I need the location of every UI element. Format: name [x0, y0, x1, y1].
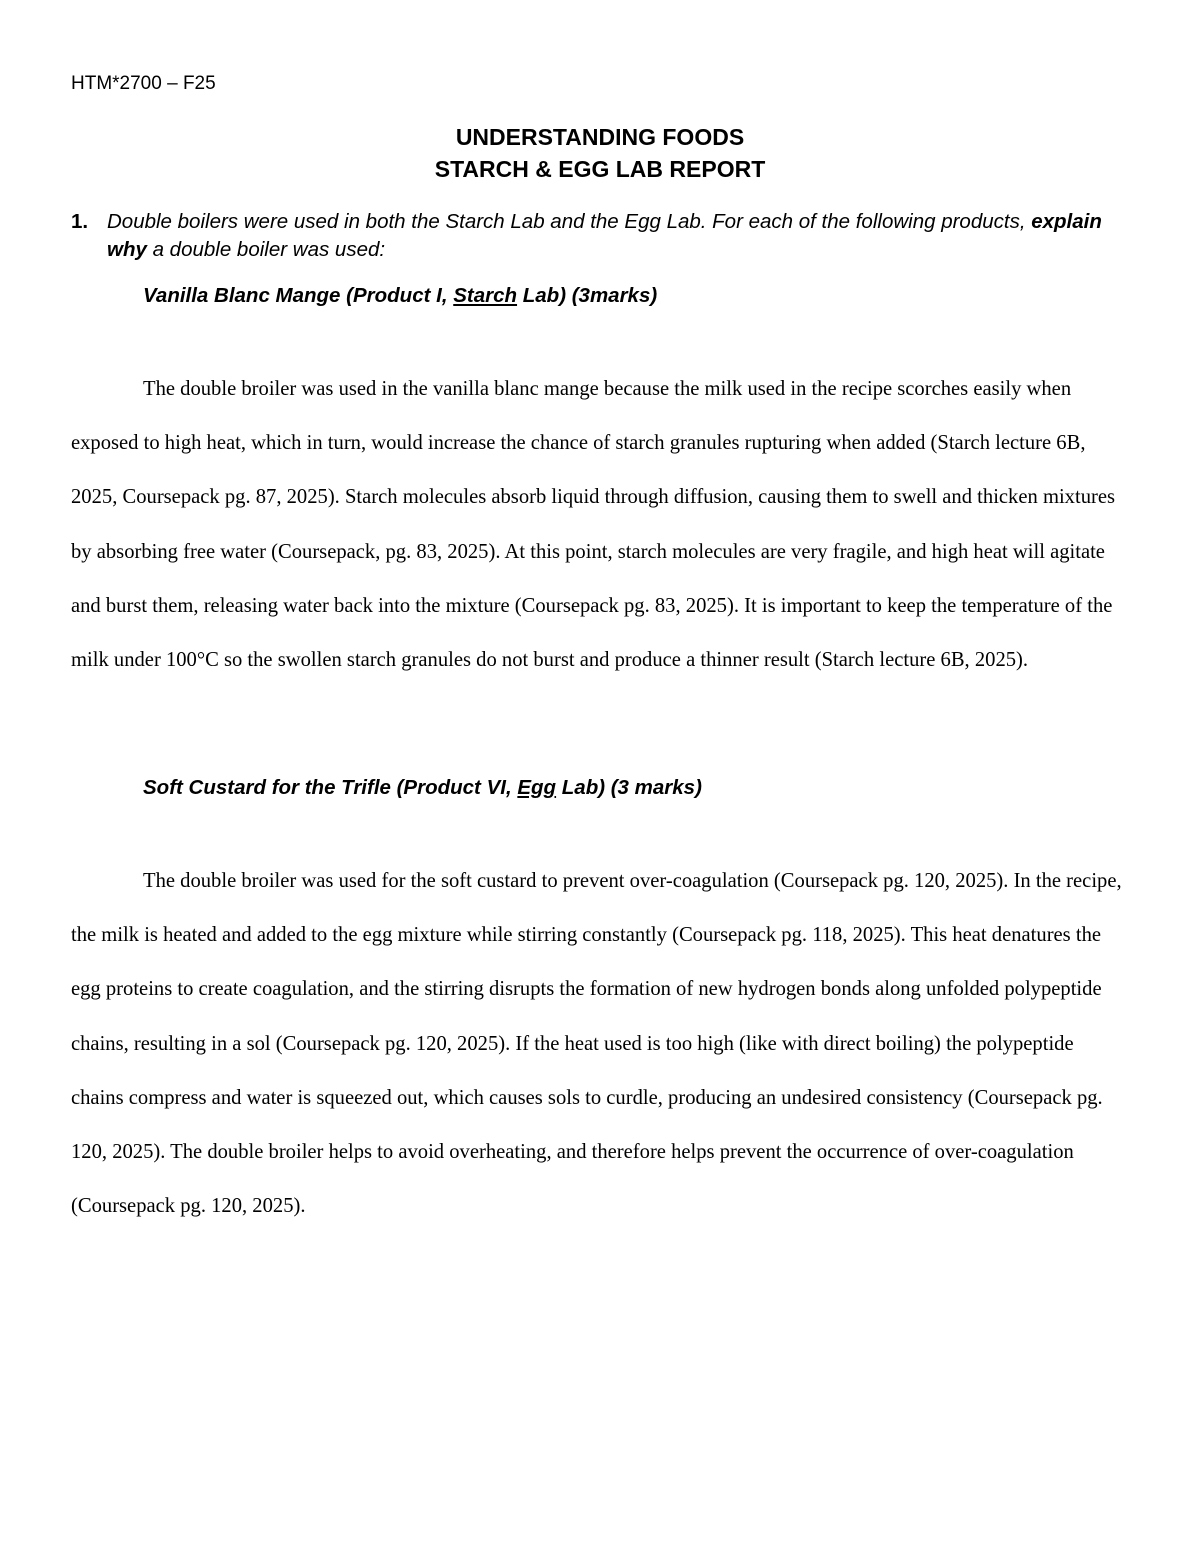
section2-answer: The double broiler was used for the soft custard to prevent over-coagulation (Coursepack pg. 120, 2025). In the recipe, the milk is heated and added to the egg mixture while stirring constantly (Coursepack pg. 118, 2025). This heat denatures the egg proteins to create coagulation, and the stirring disrupts the formation of new hydrogen bonds along unfolded polypeptide chains, resulting in a sol (Coursepack pg. 120, 2025). If the heat used is too high (like with direct boiling) the polypeptide chains compress and water is squeezed out, which causes sols to curdle, producing an undesired consistency (Coursepack pg. 120, 2025). The double broiler helps to avoid overheating, and therefore helps prevent the occurrence of over-coagulation (Coursepack pg. 120, 2025).	[71, 870, 1122, 1218]
section1-heading	[143, 282, 657, 310]
question-text	[107, 208, 1141, 264]
section1-heading-pre: Vanilla Blanc Mange (Product I,	[143, 284, 448, 307]
question-text-part1: Double boilers were used in both the Starch Lab and the Egg Lab. For each of the following products,	[107, 210, 1026, 233]
title-line-2: STARCH & EGG LAB REPORT	[434, 156, 766, 182]
section2-heading-underlined: Egg	[517, 776, 557, 799]
question-1	[71, 208, 1141, 264]
document-title	[0, 121, 1200, 185]
section2-heading-post: Lab) (3 marks)	[561, 776, 702, 799]
section2-heading-pre: Soft Custard for the Trifle (Product VI,	[143, 776, 512, 799]
question-emphasis: explain why	[107, 210, 1102, 261]
question-text-part2: a double boiler was used:	[152, 238, 386, 261]
title-line-1: UNDERSTANDING FOODS	[455, 124, 745, 150]
section2-heading	[143, 774, 702, 802]
course-code: HTM*2700 – F25	[71, 73, 216, 94]
question-number: 1.	[71, 210, 89, 233]
section1-answer: The double broiler was used in the vanilla blanc mange because the milk used in the recipe scorches easily when exposed to high heat, which in turn, would increase the chance of starch granules rupturing when added (Starch lecture 6B, 2025, Coursepack pg. 87, 2025). Starch molecules absorb liquid through diffusion, causing them to swell and thicken mixtures by absorbing free water (Coursepack, pg. 83, 2025). At this point, starch molecules are very fragile, and high heat will agitate and burst them, releasing water back into the mixture (Coursepack pg. 83, 2025). It is important to keep the temperature of the milk under 100°C so the swollen starch granules do not burst and produce a thinner result (Starch lecture 6B, 2025).	[71, 378, 1116, 672]
section1-heading-underlined: Starch	[453, 284, 518, 307]
section1-heading-post: Lab) (3marks)	[522, 284, 658, 307]
